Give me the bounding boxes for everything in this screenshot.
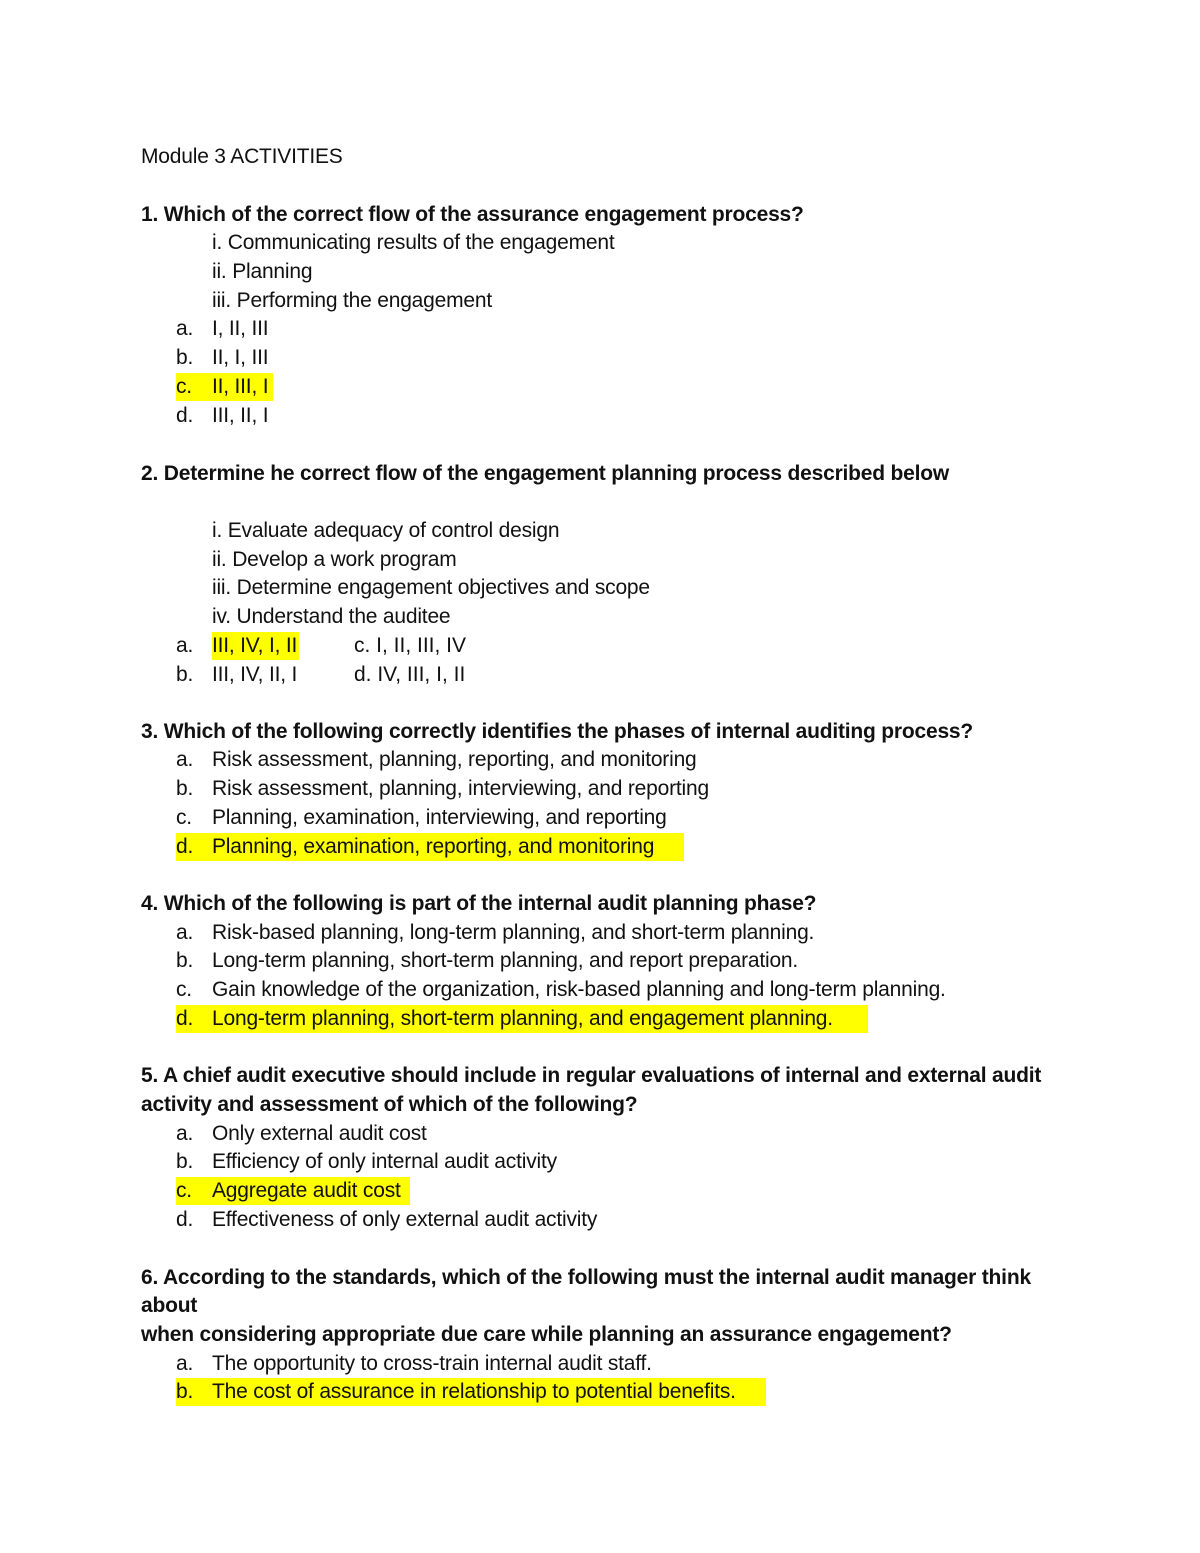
choice-text: The cost of assurance in relationship to potential benefits. <box>212 1380 736 1403</box>
choice-letter: b. <box>176 1380 194 1403</box>
choice-letter: a. <box>176 1352 194 1375</box>
question-5-line-1: 5. A chief audit executive should include in regular evaluations of internal and external audit <box>141 1064 1042 1087</box>
q1-choice-c-answer <box>176 373 273 401</box>
q2-item-4: iv. Understand the auditee <box>212 605 451 628</box>
choice-letter: a. <box>176 634 194 657</box>
choice-text: Aggregate audit cost <box>212 1179 401 1202</box>
q2-choice-d: d. IV, III, I, II <box>354 663 466 686</box>
choice-text: Long-term planning, short-term planning, and report preparation. <box>212 949 799 972</box>
choice-letter: c. <box>176 375 192 398</box>
choice-letter: a. <box>176 748 194 771</box>
choice-letter: d. <box>176 1208 194 1231</box>
choice-letter: a. <box>176 317 194 340</box>
choice-text: II, III, I <box>212 375 269 398</box>
choice-letter: a. <box>176 1122 194 1145</box>
q4-choice-d-answer <box>176 1005 868 1033</box>
choice-letter: b. <box>176 949 194 972</box>
question-6-line-2: about <box>141 1294 198 1317</box>
choice-text: Effectiveness of only external audit activity <box>212 1208 598 1231</box>
choice-letter: c. <box>176 1179 192 1202</box>
choice-letter: c. <box>176 806 192 829</box>
question-3: 3. Which of the following correctly identifies the phases of internal auditing process? <box>141 720 974 743</box>
choice-letter: a. <box>176 921 194 944</box>
question-2: 2. Determine he correct flow of the engagement planning process described below <box>141 462 950 485</box>
choice-text: Efficiency of only internal audit activity <box>212 1150 557 1173</box>
q1-item-1: i. Communicating results of the engagement <box>212 231 615 254</box>
choice-letter: d. <box>176 1007 194 1030</box>
choice-text: Gain knowledge of the organization, risk-based planning and long-term planning. <box>212 978 946 1001</box>
q2-item-3: iii. Determine engagement objectives and scope <box>212 576 650 599</box>
question-4: 4. Which of the following is part of the internal audit planning phase? <box>141 892 817 915</box>
q1-item-3: iii. Performing the engagement <box>212 289 492 312</box>
choice-letter: b. <box>176 777 194 800</box>
choice-text: III, IV, II, I <box>212 663 298 686</box>
choice-letter: b. <box>176 346 194 369</box>
question-6-line-1: 6. According to the standards, which of the following must the internal audit manager think <box>141 1266 1031 1289</box>
choice-text: I, II, III <box>212 317 269 340</box>
choice-text: Long-term planning, short-term planning, and engagement planning. <box>212 1007 833 1030</box>
question-5-line-2: activity and assessment of which of the following? <box>141 1093 638 1116</box>
choice-letter: c. <box>176 978 192 1001</box>
q2-choice-a-answer <box>176 632 306 660</box>
q3-choice-d-answer <box>176 833 684 861</box>
q2-item-1: i. Evaluate adequacy of control design <box>212 519 560 542</box>
choice-text: Risk-based planning, long-term planning, and short-term planning. <box>212 921 815 944</box>
choice-letter: d. <box>176 835 194 858</box>
choice-text: Planning, examination, reporting, and monitoring <box>212 835 655 858</box>
choice-text: Risk assessment, planning, interviewing, and reporting <box>212 777 709 800</box>
choice-text: Planning, examination, interviewing, and reporting <box>212 806 667 829</box>
q2-choice-c: c. I, II, III, IV <box>354 634 467 657</box>
choice-text: II, I, III <box>212 346 269 369</box>
choice-text: Risk assessment, planning, reporting, and monitoring <box>212 748 697 771</box>
choice-text: III, II, I <box>212 404 269 427</box>
q6-choice-b-answer <box>176 1378 766 1406</box>
choice-letter: b. <box>176 1150 194 1173</box>
q2-item-2: ii. Develop a work program <box>212 548 457 571</box>
choice-text: Only external audit cost <box>212 1122 427 1145</box>
choice-text: The opportunity to cross-train internal audit staff. <box>212 1352 652 1375</box>
q5-choice-c-answer <box>176 1177 410 1205</box>
choice-letter: d. <box>176 404 194 427</box>
q1-item-2: ii. Planning <box>212 260 313 283</box>
choice-text: III, IV, I, II <box>212 632 299 660</box>
page-title: Module 3 ACTIVITIES <box>141 145 343 168</box>
choice-letter: b. <box>176 663 194 686</box>
question-1: 1. Which of the correct flow of the assurance engagement process? <box>141 203 804 226</box>
question-6-line-3: when considering appropriate due care while planning an assurance engagement? <box>141 1323 952 1346</box>
